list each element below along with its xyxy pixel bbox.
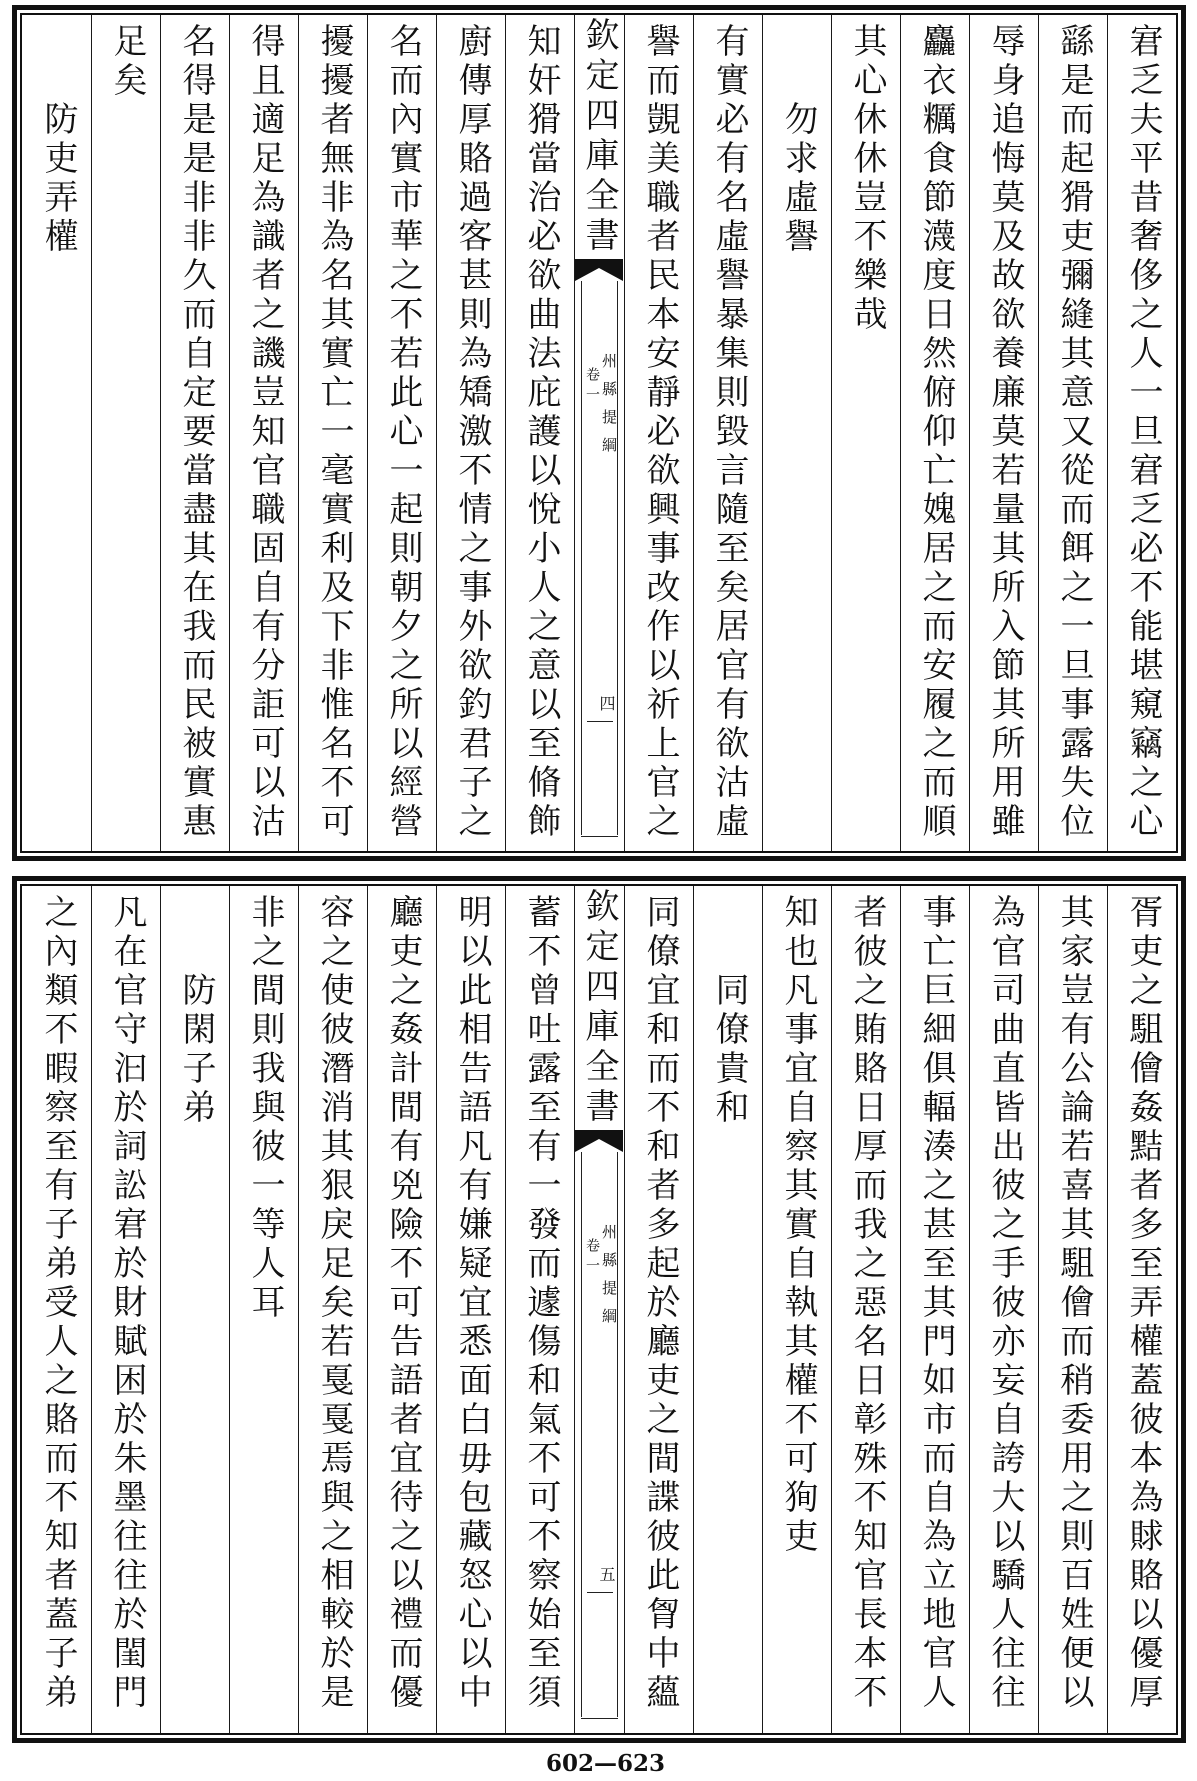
- folio-number: 五: [597, 1566, 616, 1582]
- volume-label: 卷一: [584, 367, 600, 407]
- fish-tail-icon: [575, 1130, 623, 1152]
- text-column: 明以此相告語凡有嫌疑宜悉面白毋包藏怒心以中: [436, 886, 505, 1733]
- book-leaf-bottom: [12, 876, 1186, 1743]
- center-margin: [574, 15, 624, 851]
- section-heading: 勿求虛譽: [762, 15, 831, 851]
- text-column: 容之使彼潛消其狠戾足矣若戛戛焉與之相較於是: [298, 886, 367, 1733]
- text-column: 廚傳厚賂過客甚則為矯激不情之事外欲釣君子之: [436, 15, 505, 851]
- text-column: 知也凡事宜自察其實自執其權不可狥吏: [762, 886, 831, 1733]
- text-column: 足矣: [91, 15, 160, 851]
- series-title: 欽定四庫全書: [579, 888, 619, 1128]
- volume-label: 卷一: [584, 1238, 600, 1278]
- text-column: 名而內實市華之不若此心一起則朝夕之所以經營: [367, 15, 436, 851]
- text-column: 凡在官守汩於詞訟宭於財賦困於朱墨往往於閨門: [91, 886, 160, 1733]
- center-margin-foot-rule: [581, 836, 618, 837]
- leaf-frame: [20, 13, 1178, 853]
- text-column: 事亡巨細俱輻湊之甚至其門如市而自為立地官人: [900, 886, 969, 1733]
- text-column: 為官司曲直皆出彼之手彼亦妄自誇大以驕人往往: [969, 886, 1038, 1733]
- text-column: 宭乏夫平昔奢侈之人一旦宭乏必不能堪窺竊之心: [1107, 15, 1176, 851]
- text-column: 蓄不曾吐露至有一發而遽傷和氣不可不察始至須: [505, 886, 574, 1733]
- text-column: 擾擾者無非為名其實亡一毫實利及下非惟名不可: [298, 15, 367, 851]
- text-column: 者彼之賄賂日厚而我之惡名日彰殊不知官長本不: [831, 886, 900, 1733]
- leaf-frame: [20, 884, 1178, 1735]
- scan-page-number: 602—623: [545, 1750, 666, 1777]
- text-column: 胥吏之駔儈姦黠者多至弄權蓋彼本為賕賂以優厚: [1107, 886, 1176, 1733]
- text-column: 辱身追悔莫及故欲養廉莫若量其所入節其所用雖: [969, 15, 1038, 851]
- center-margin-foot-rule: [581, 1718, 618, 1719]
- text-column: 知奸猾當治必欲曲法庇護以悅小人之意以至脩飾: [505, 15, 574, 851]
- book-leaf-top: [12, 5, 1186, 861]
- text-column: 繇是而起猾吏彌縫其意又從而餌之一旦事露失位: [1038, 15, 1107, 851]
- book-title: 州縣提綱: [600, 1224, 618, 1336]
- text-column: 同僚宜和而不和者多起於廳吏之間諜彼此胷中蘊: [624, 886, 693, 1733]
- text-column: 得且適足為識者之譏豈知官職固自有分詎可以沽: [229, 15, 298, 851]
- text-column: 之內類不暇察至有子弟受人之賂而不知者蓋子弟: [38, 894, 78, 1713]
- text-column: 非之間則我與彼一等人耳: [229, 886, 298, 1733]
- section-heading: 防吏弄權: [38, 101, 78, 257]
- text-column: 廳吏之姦計間有兇險不可告語者宜待之以禮而優: [367, 886, 436, 1733]
- text-column: 譽而覬美職者民本安靜必欲興事改作以祈上官之: [624, 15, 693, 851]
- book-title: 州縣提綱: [600, 353, 618, 465]
- text-column: 名得是是非非久而自定要當盡其在我而民被實惠: [160, 15, 229, 851]
- folio-rule: [587, 1592, 613, 1593]
- text-column: 其心休休豈不樂哉: [831, 15, 900, 851]
- series-title: 欽定四庫全書: [579, 17, 619, 257]
- folio-number: 四: [597, 695, 616, 711]
- section-heading: 防閑子弟: [160, 886, 229, 1733]
- text-column: 有實必有名虛譽暴集則毀言隨至矣居官有欲沽虛: [693, 15, 762, 851]
- text-column: 其家豈有公論若喜其駔儈而稍委用之則百姓便以: [1038, 886, 1107, 1733]
- folio-rule: [587, 721, 613, 722]
- fish-tail-icon: [575, 259, 623, 281]
- center-margin: [574, 886, 624, 1733]
- text-column: 麤衣糲食節瀎度日然俯仰亡媿居之而安履之而順: [900, 15, 969, 851]
- section-heading: 同僚貴和: [693, 886, 762, 1733]
